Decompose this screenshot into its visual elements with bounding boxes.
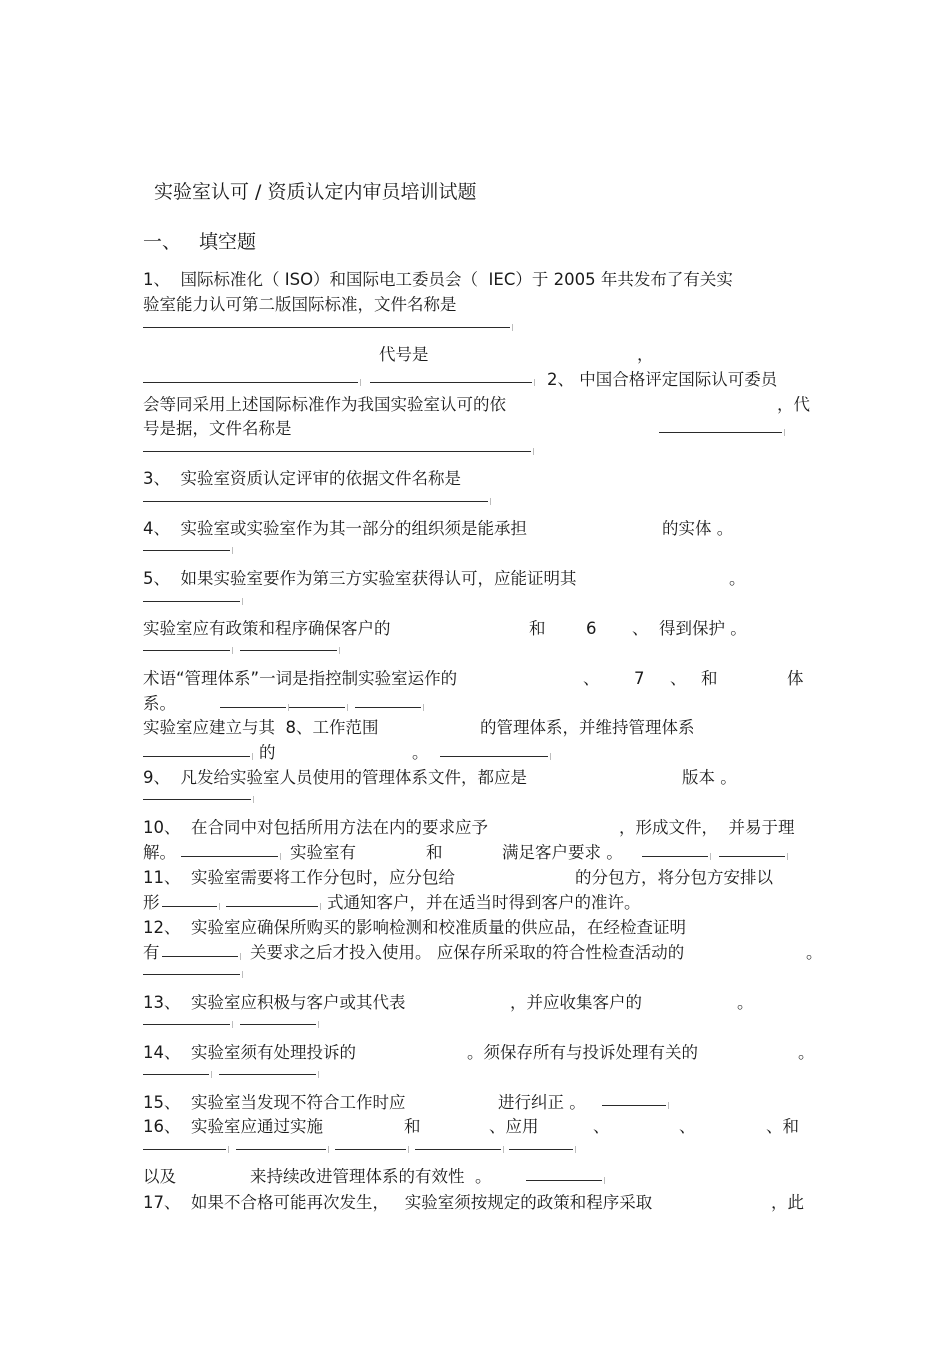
answer-blank[interactable] [289, 707, 345, 708]
question-7-body: 体 [787, 669, 804, 688]
question-9: 9、 凡发给实验室人员使用的管理体系文件，都应是 [143, 768, 527, 787]
answer-blank[interactable] [220, 707, 286, 708]
question-8-of: 的 [259, 743, 276, 762]
question-17: 17、 如果不合格可能再次发生， 实验室须按规定的政策和程序采取 [143, 1193, 653, 1212]
question-3: 3、 实验室资质认定评审的依据文件名称是 [143, 469, 461, 488]
question-16: 16、 实验室应通过实施 [143, 1117, 323, 1136]
answer-blank[interactable] [181, 856, 278, 857]
question-16-sep-1: 、 [593, 1117, 610, 1136]
answer-blank[interactable] [143, 327, 510, 328]
question-8: 实验室应建立与其 8、工作范围 [143, 718, 379, 737]
section-heading: 填空题 [199, 231, 257, 253]
question-8-middle: 的管理体系，并维持管理体系 [480, 718, 695, 737]
question-5-end: 。 [729, 569, 746, 588]
question-7-system: 系。 [143, 694, 176, 713]
question-1-code-label: 代号是 [379, 345, 429, 364]
question-16-apply: 、应用 [489, 1117, 539, 1136]
answer-blank[interactable] [526, 1180, 602, 1181]
question-11-middle: 的分包方，将分包方安排以 [575, 868, 773, 887]
answer-blank[interactable] [335, 1149, 406, 1150]
question-16-and-end: 、和 [766, 1117, 799, 1136]
answer-blank[interactable] [143, 382, 358, 383]
question-14: 14、 实验室须有处理投诉的 [143, 1043, 356, 1062]
question-12-have: 有 [143, 943, 160, 962]
question-10-lab: 实验室有 [290, 843, 356, 862]
answer-blank[interactable] [143, 799, 251, 800]
answer-blank[interactable] [602, 1105, 666, 1106]
question-7: 术语“管理体系”一词是指控制实验室运作的 [143, 669, 458, 688]
question-16-and: 和 [404, 1117, 421, 1136]
answer-blank[interactable] [440, 756, 548, 757]
answer-blank[interactable] [143, 1074, 209, 1075]
answer-blank[interactable] [355, 707, 421, 708]
answer-blank[interactable] [162, 956, 238, 957]
question-10-line-2: 解。 [143, 843, 176, 862]
question-12-end: 。 [806, 943, 823, 962]
answer-blank[interactable] [509, 1149, 573, 1150]
answer-blank[interactable] [143, 974, 240, 975]
answer-blank[interactable] [143, 1024, 230, 1025]
question-15-end: 进行纠正 。 [498, 1093, 586, 1112]
answer-blank[interactable] [162, 906, 217, 907]
answer-blank[interactable] [415, 1149, 501, 1150]
answer-blank[interactable] [719, 856, 785, 857]
answer-blank[interactable] [240, 1024, 316, 1025]
answer-blank[interactable] [659, 432, 782, 433]
question-6-number: 6 [586, 619, 597, 638]
section-number: 一、 [143, 231, 182, 253]
question-1-line-2: 验室能力认可第二版国际标准，文件名称是 [143, 295, 457, 314]
answer-blank[interactable] [219, 1074, 316, 1075]
question-10-end: ，形成文件， 并易于理 [619, 818, 795, 837]
question-7-number: 7 [634, 669, 645, 688]
answer-blank[interactable] [143, 451, 531, 452]
question-7-and: 和 [701, 669, 718, 688]
question-12: 12、 实验室应确保所购买的影响检测和校准质量的供应品，在经检查证明 [143, 918, 686, 937]
question-1-comma: ， [637, 345, 654, 364]
page-title: 实验室认可 / 资质认定内审员培训试题 [154, 181, 477, 203]
question-5: 5、 如果实验室要作为第三方实验室获得认可，应能证明其 [143, 569, 577, 588]
answer-blank[interactable] [143, 501, 488, 502]
question-2-line-2: 会等同采用上述国际标准作为我国实验室认可的依 [143, 395, 506, 414]
answer-blank[interactable] [143, 756, 250, 757]
answer-blank[interactable] [143, 650, 230, 651]
question-11-end: 式通知客户，并在适当时得到客户的准许。 [327, 893, 641, 912]
question-11: 11、 实验室需要将工作分包时，应分包给 [143, 868, 455, 887]
question-6-and: 和 [529, 619, 546, 638]
question-9-end: 版本 。 [682, 768, 737, 787]
question-13-middle: ，并应收集客户的 [510, 993, 642, 1012]
answer-blank[interactable] [240, 650, 337, 651]
question-12-middle: 关要求之后才投入使用。 应保存所采取的符合性检查活动的 [250, 943, 685, 962]
question-8-end: 。 [412, 743, 429, 762]
question-15: 15、 实验室当发现不符合工作时应 [143, 1093, 406, 1112]
question-2-line-3: 号是据，文件名称是 [143, 419, 292, 438]
question-6-end: 、 得到保护 。 [632, 619, 747, 638]
question-16-end: 来持续改进管理体系的有效性 。 [250, 1167, 492, 1186]
question-13: 13、 实验室应积极与客户或其代表 [143, 993, 406, 1012]
question-1-line-1: 1、 国际标准化（ ISO）和国际电工委员会（ IEC）于 2005 年共发布了有关实 [143, 270, 733, 289]
answer-blank[interactable] [642, 856, 708, 857]
answer-blank[interactable] [226, 906, 318, 907]
question-2-line-2-end: ，代 [777, 395, 810, 414]
question-10-meet: 满足客户要求 。 [502, 843, 623, 862]
question-10-and: 和 [426, 843, 443, 862]
question-16-sep-2: 、 [679, 1117, 696, 1136]
question-17-end: ，此 [771, 1193, 804, 1212]
question-10: 10、 在合同中对包括所用方法在内的要求应予 [143, 818, 488, 837]
question-4-end: 的实体 。 [662, 519, 734, 538]
question-6: 实验室应有政策和程序确保客户的 [143, 619, 391, 638]
question-2-line-1: 2、 中国合格评定国际认可委员 [547, 370, 778, 389]
answer-blank[interactable] [236, 1149, 326, 1150]
answer-blank[interactable] [143, 550, 230, 551]
question-14-end: 。 [798, 1043, 815, 1062]
question-14-middle: 。须保存所有与投诉处理有关的 [467, 1043, 698, 1062]
question-11-form: 形 [143, 893, 160, 912]
question-13-end: 。 [737, 993, 754, 1012]
question-7-sep-2: 、 [670, 669, 687, 688]
answer-blank[interactable] [370, 382, 532, 383]
answer-blank[interactable] [143, 1149, 226, 1150]
question-7-sep-1: 、 [583, 669, 600, 688]
question-16-and-also: 以及 [143, 1167, 176, 1186]
question-4: 4、 实验室或实验室作为其一部分的组织须是能承担 [143, 519, 527, 538]
answer-blank[interactable] [143, 601, 240, 602]
